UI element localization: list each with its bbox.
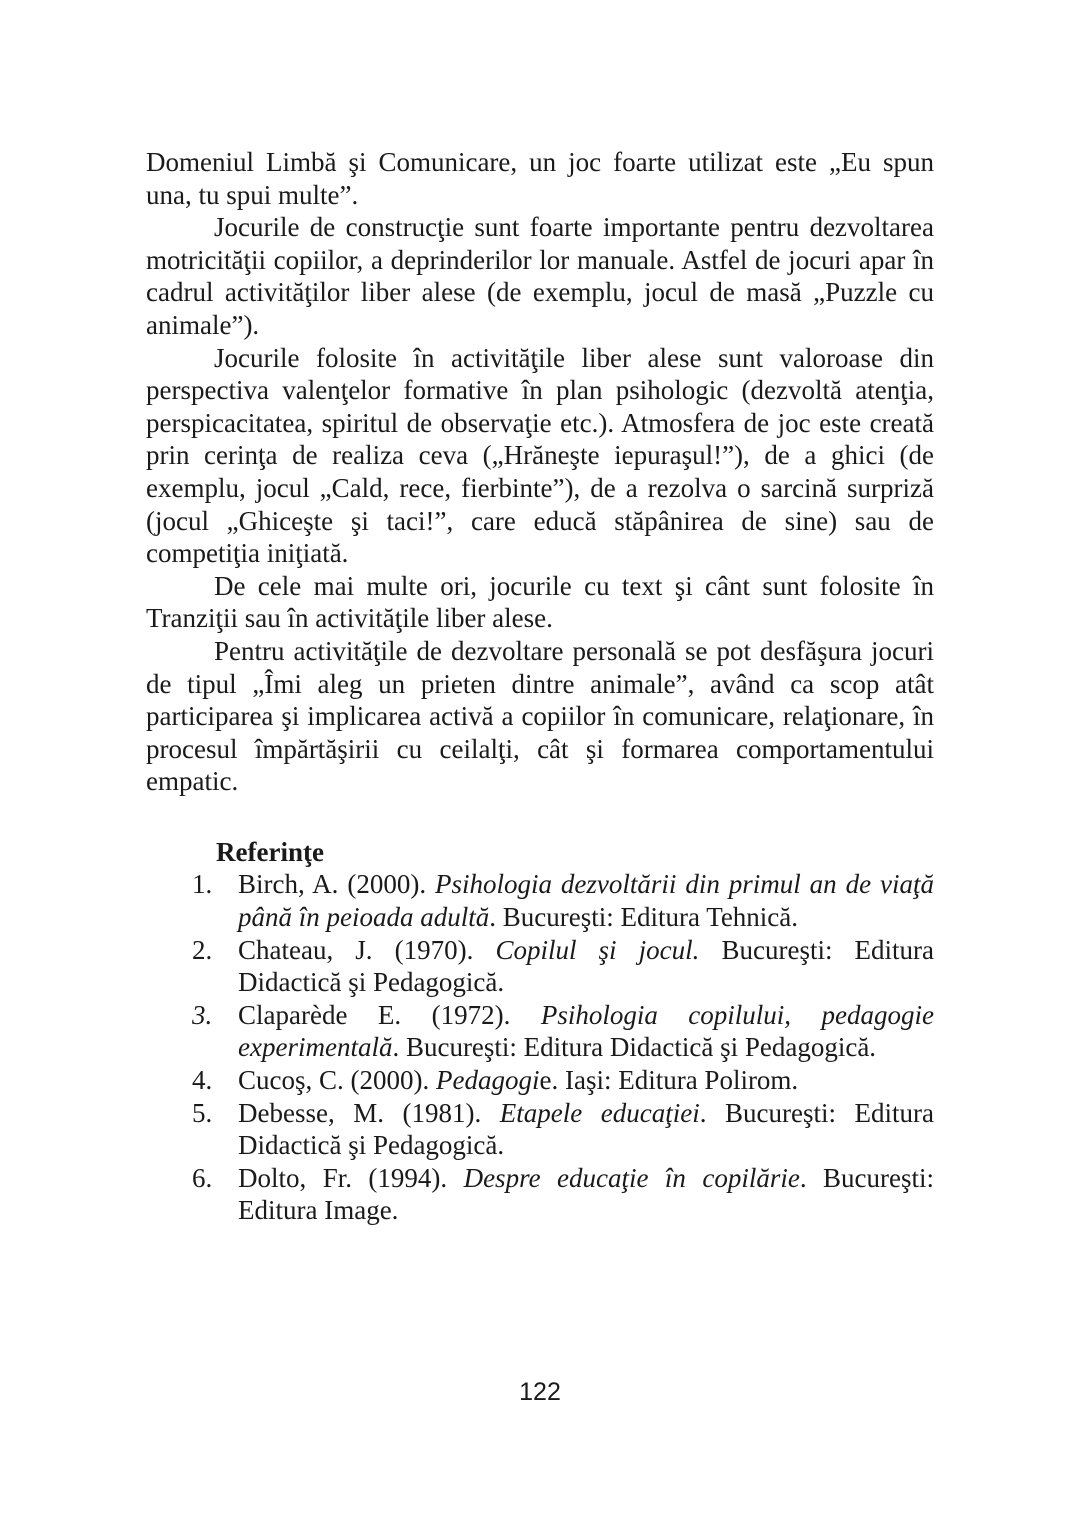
reference-number: 3. <box>192 999 213 1030</box>
reference-author: Debesse, M. (1981). <box>238 1097 500 1128</box>
reference-author: Birch, A. (2000). <box>238 869 435 900</box>
reference-number: 4. <box>192 1065 213 1096</box>
reference-item <box>146 868 934 933</box>
reference-author: Chateau, J. (1970). <box>238 934 496 965</box>
page-body <box>146 146 934 1227</box>
reference-title: Despre educaţie în copilărie <box>463 1162 800 1193</box>
reference-publisher: . Bucureşti: Editura Tehnică. <box>489 902 799 933</box>
page-number: 122 <box>519 1378 561 1406</box>
reference-author: Cucoş, C. (2000). <box>238 1065 436 1096</box>
reference-publisher: . Bucureşti: Editura Image. <box>238 1162 934 1226</box>
references-heading: Referinţe <box>216 836 324 867</box>
reference-number: 6. <box>192 1162 213 1193</box>
reference-item <box>146 934 934 999</box>
reference-title: Psihologia dezvoltării din primul an de viaţă până în peioada adultă <box>238 869 934 933</box>
reference-number: 2. <box>192 934 213 965</box>
paragraph-4: De cele mai multe ori, jocurile cu text şi cânt sunt folosite în Tranziţii sau în activităţile liber alese. <box>146 570 934 634</box>
reference-author: Claparède E. (1972). <box>238 999 541 1030</box>
paragraph-3: Jocurile folosite în activităţile liber alese sunt valoroase din perspectiva valenţelor formative în plan psihologic (dezvoltă atenţia, perspicacitatea, spiritul de observaţie etc.). Atmosfera de joc este creată prin cerinţa de realiza ceva („Hrăneşte iepuraşul!”), de a ghici (de exemplu, jocul „Cald, rece, fierbinte”), de a rezolva o sarcină surpriză (jocul „Ghiceşte şi taci!”, care educă stăpânirea de sine) sau de competiţia iniţiată. <box>146 342 934 569</box>
reference-number: 5. <box>192 1097 213 1128</box>
reference-title: Psihologia copilului, pedagogie experimentală <box>238 999 934 1063</box>
reference-item <box>146 1064 934 1097</box>
reference-publisher: . Bucureşti: Editura Didactică şi Pedagogică. <box>238 1097 935 1161</box>
reference-title: Copilul şi jocul. <box>495 934 700 965</box>
reference-number: 1. <box>192 869 213 900</box>
reference-title: Etapele educaţiei <box>499 1097 700 1128</box>
paragraph-1: Domeniul Limbă şi Comunicare, un joc foarte utilizat este „Eu spun una, tu spui multe”. <box>146 147 934 210</box>
reference-item <box>146 999 934 1064</box>
reference-publisher: . Bucureşti: Editura Didactică şi Pedagogică. <box>392 1032 877 1063</box>
references-list <box>146 868 934 1227</box>
paragraph-2: Jocurile de construcţie sunt foarte importante pentru dezvoltarea motricităţii copiilor, a deprinderilor lor manuale. Astfel de jocuri apar în cadrul activităţilor liber alese (de exemplu, jocul de masă „Puzzle cu animale”). <box>146 212 934 340</box>
paragraph-5: Pentru activităţile de dezvoltare personală se pot desfăşura jocuri de tipul „Îmi aleg un prieten dintre animale”, având ca scop atât participarea şi implicarea activă a copiilor în comunicare, relaţionare, în procesul împărtăşirii cu ceilalţi, cât şi formarea comportamentului empatic. <box>146 635 934 797</box>
reference-author: Dolto, Fr. (1994). <box>238 1162 464 1193</box>
reference-publisher: Bucureşti: Editura Didactică şi Pedagogică. <box>238 934 935 998</box>
reference-item <box>146 1162 934 1227</box>
reference-title: Pedagogi <box>436 1065 540 1096</box>
reference-item <box>146 1097 934 1162</box>
reference-publisher: e. Iaşi: Editura Polirom. <box>539 1065 799 1096</box>
